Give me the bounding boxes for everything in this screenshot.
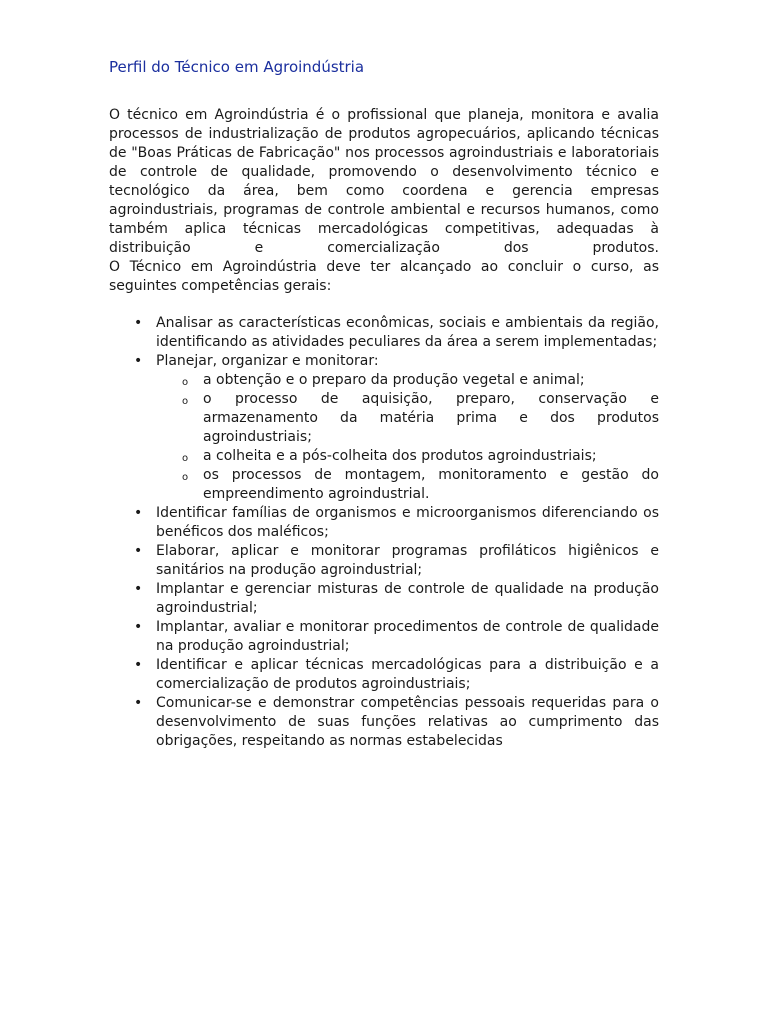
list-item-text: Comunicar-se e demonstrar competências pessoais requeridas para o desenvolvimento de suas funções relativas ao cumprimento das obrigações, respeitando as normas estabelecidas [156, 695, 659, 749]
sub-list-item: o o processo de aquisição, preparo, conservação e armazenamento da matéria prima e dos produtos agroindustriais; [203, 390, 659, 447]
list-item [156, 352, 659, 504]
list-item [156, 618, 659, 656]
list-item [156, 694, 659, 751]
list-item-text: Planejar, organizar e monitorar: [156, 353, 379, 369]
list-item [156, 542, 659, 580]
list-item [156, 314, 659, 352]
intro-paragraph-2: O Técnico em Agroindústria deve ter alcançado ao concluir o curso, as seguintes competências gerais: [109, 259, 659, 294]
list-item [156, 656, 659, 694]
sub-list-item: o a obtenção e o preparo da produção vegetal e animal; [203, 371, 659, 390]
list-item-text: Identificar e aplicar técnicas mercadológicas para a distribuição e a comercialização de produtos agroindustriais; [156, 657, 659, 692]
list-item-text: Identificar famílias de organismos e microorganismos diferenciando os benéficos dos maléficos; [156, 505, 659, 540]
intro-paragraph: O técnico em Agroindústria é o profissional que planeja, monitora e avalia processos de industrialização de produtos agropecuários, aplicando técnicas de "Boas Práticas de Fabricação" nos processos agroindustriais e laboratoriais de controle de qualidade, promovendo o desenvolvimento técnico e tecnológico da área, bem como coordena e gerencia empresas agroindustriais, programas de controle ambiental e recursos humanos, como também aplica técnicas mercadológicas competitivas, adequadas à distribuição e comercialização dos produtos. [109, 107, 659, 256]
list-item-text: Analisar as características econômicas, sociais e ambientais da região, identificando as atividades peculiares da área a serem implementadas; [156, 315, 659, 350]
list-item [156, 580, 659, 618]
list-item-text: Elaborar, aplicar e monitorar programas profiláticos higiênicos e sanitários na produção agroindustrial; [156, 543, 659, 578]
list-item-text: Implantar, avaliar e monitorar procedimentos de controle de qualidade na produção agroindustrial; [156, 619, 659, 654]
competencias-list [109, 314, 659, 751]
page-title: Perfil do Técnico em Agroindústria [109, 58, 365, 76]
sub-list [156, 371, 659, 504]
list-item [156, 504, 659, 542]
list-item-text: Implantar e gerenciar misturas de controle de qualidade na produção agroindustrial; [156, 581, 659, 616]
sub-list-item: o a colheita e a pós-colheita dos produtos agroindustriais; [203, 447, 659, 466]
document-page [109, 56, 659, 751]
sub-list-item: o os processos de montagem, monitoramento e gestão do empreendimento agroindustrial. [203, 466, 659, 504]
